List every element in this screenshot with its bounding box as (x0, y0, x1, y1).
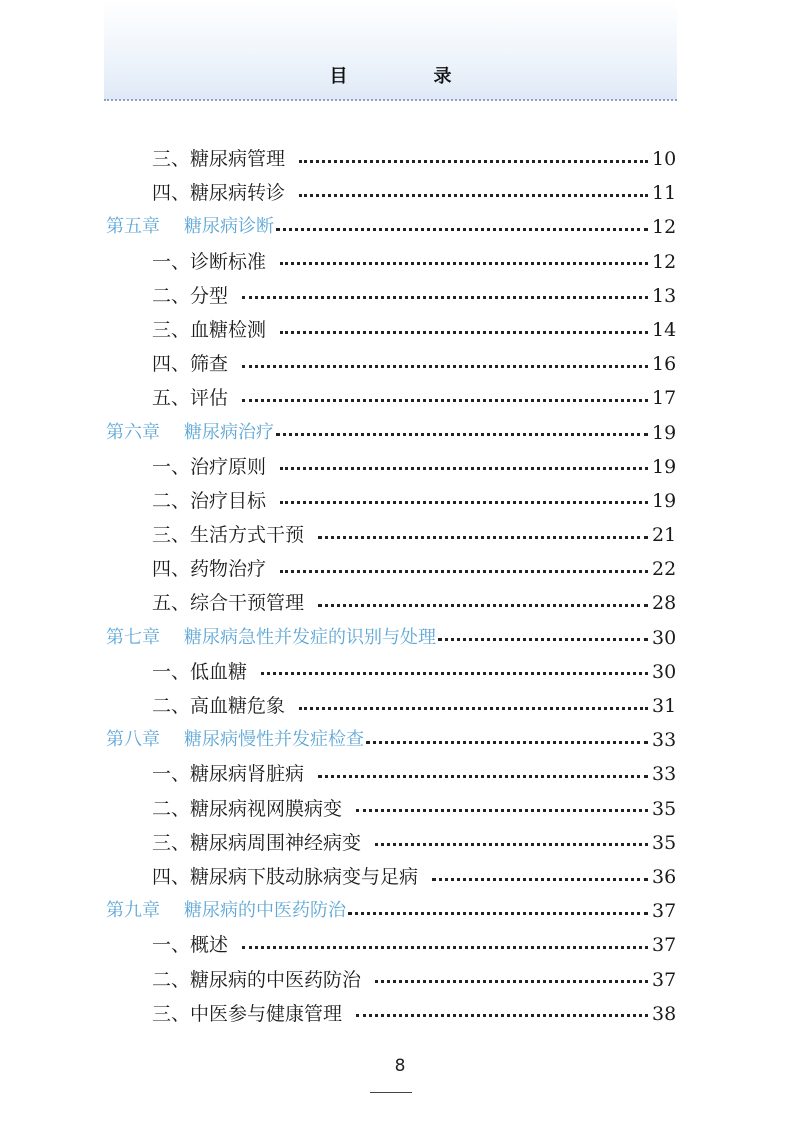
dot-leader (299, 160, 648, 163)
dot-leader (438, 638, 648, 641)
toc-page-number: 22 (652, 558, 677, 581)
toc-section-entry[interactable] (0, 655, 800, 689)
toc-page-number: 28 (652, 592, 677, 615)
toc-entry-label: 三、血糖检测 (152, 318, 267, 341)
toc-chapter-entry[interactable] (0, 210, 800, 244)
toc-entry-label: 一、糖尿病肾脏病 (152, 763, 305, 786)
toc-section-entry[interactable] (0, 176, 800, 210)
toc-section-entry[interactable] (0, 928, 800, 962)
toc-section-entry[interactable] (0, 484, 800, 518)
header-divider (104, 99, 677, 101)
dot-leader (348, 912, 648, 915)
toc-section-entry[interactable] (0, 313, 800, 347)
toc-entry-label: 一、诊断标准 (152, 250, 267, 273)
toc-page-number: 13 (652, 284, 677, 307)
dot-leader (318, 604, 648, 607)
toc-page-number: 37 (652, 968, 677, 991)
chapter-title: 糖尿病治疗 (184, 421, 274, 443)
toc-section-entry[interactable] (0, 963, 800, 997)
dot-leader (280, 570, 648, 573)
toc-entry-label: 三、中医参与健康管理 (152, 1002, 343, 1025)
toc-page-number: 12 (652, 216, 677, 239)
toc-entry-label (106, 894, 346, 928)
toc-page-number: 11 (652, 182, 677, 205)
toc-section-entry[interactable] (0, 997, 800, 1031)
toc-entry-label: 二、治疗目标 (152, 489, 267, 512)
dot-leader (280, 262, 648, 265)
toc-page-number: 14 (652, 318, 677, 341)
toc-entry-label: 四、糖尿病转诊 (152, 182, 286, 205)
toc-entry-label (106, 723, 364, 757)
toc-page-number: 31 (652, 695, 677, 717)
chapter-number: 第九章 (106, 900, 160, 922)
chapter-number: 第六章 (106, 421, 160, 443)
toc-chapter-entry[interactable] (0, 894, 800, 928)
chapter-number: 第八章 (106, 729, 160, 751)
page-number: 8 (394, 1056, 406, 1076)
toc-page-number: 19 (652, 455, 677, 478)
dot-leader (432, 878, 648, 881)
toc-entry-label: 四、筛查 (152, 353, 229, 376)
dot-leader (375, 980, 648, 983)
toc-page-number: 35 (652, 797, 677, 820)
toc-entry-label: 一、治疗原则 (152, 455, 267, 478)
chapter-title: 糖尿病急性并发症的识别与处理 (184, 626, 436, 648)
toc-section-entry[interactable] (0, 142, 800, 176)
toc-page-number: 19 (652, 489, 677, 512)
dot-leader (242, 365, 648, 368)
toc-entry-label: 一、低血糖 (152, 660, 248, 683)
dot-leader (242, 296, 648, 299)
chapter-number: 第五章 (106, 216, 160, 238)
dot-leader (356, 1014, 648, 1017)
dot-leader (318, 775, 648, 778)
dot-leader (280, 467, 648, 470)
toc-page-number: 16 (652, 353, 677, 376)
page-number-rule (370, 1092, 412, 1093)
toc-entry-label: 一、概述 (152, 934, 229, 957)
toc-entry-label: 四、药物治疗 (152, 558, 267, 581)
toc-section-entry[interactable] (0, 552, 800, 586)
dot-leader (280, 331, 648, 334)
toc-entry-label: 二、糖尿病的中医药防治 (152, 968, 362, 991)
toc-entry-label: 二、高血糖危象 (152, 695, 286, 717)
dot-leader (261, 672, 648, 675)
dot-leader (276, 228, 648, 231)
dot-leader (375, 843, 648, 846)
toc-page-number: 33 (652, 729, 677, 752)
toc-page-number: 33 (652, 763, 677, 786)
toc-chapter-entry[interactable] (0, 621, 800, 655)
toc-page-number: 30 (652, 626, 677, 649)
toc-section-entry[interactable] (0, 860, 800, 894)
toc-entry-label: 五、评估 (152, 387, 229, 410)
toc-section-entry[interactable] (0, 347, 800, 381)
toc-section-entry[interactable] (0, 518, 800, 552)
toc-page-number: 21 (652, 524, 677, 547)
chapter-number: 第七章 (106, 626, 160, 648)
dot-leader (299, 194, 648, 197)
toc-page-number: 10 (652, 148, 677, 170)
toc-page-number: 37 (652, 900, 677, 923)
chapter-title: 糖尿病诊断 (184, 216, 274, 238)
toc-section-entry[interactable] (0, 792, 800, 826)
toc-chapter-entry[interactable] (0, 723, 800, 757)
toc-section-entry[interactable] (0, 689, 800, 723)
toc-section-entry[interactable] (0, 279, 800, 313)
chapter-title: 糖尿病慢性并发症检查 (184, 729, 364, 751)
toc-section-entry[interactable] (0, 826, 800, 860)
dot-leader (366, 741, 648, 744)
toc-entry-label: 三、糖尿病周围神经病变 (152, 831, 362, 854)
toc-entry-label: 五、综合干预管理 (152, 592, 305, 615)
dot-leader (318, 536, 648, 539)
chapter-title: 糖尿病的中医药防治 (184, 900, 346, 922)
toc-page-number: 36 (652, 865, 677, 888)
dot-leader (276, 433, 648, 436)
toc-section-entry[interactable] (0, 245, 800, 279)
toc-entry-label (106, 621, 436, 655)
dot-leader (242, 399, 648, 402)
toc-entry-label: 二、分型 (152, 284, 229, 307)
dot-leader (356, 809, 648, 812)
dot-leader (299, 707, 648, 710)
toc-entry-label: 三、生活方式干预 (152, 524, 305, 547)
dot-leader (242, 946, 648, 949)
toc-section-entry[interactable] (0, 381, 800, 415)
table-of-contents (0, 142, 800, 1031)
toc-section-entry[interactable] (0, 586, 800, 620)
toc-page-number: 38 (652, 1002, 677, 1025)
page-title: 目 录 (329, 66, 486, 87)
toc-section-entry[interactable] (0, 450, 800, 484)
toc-page-number: 12 (652, 250, 677, 273)
toc-entry-label (106, 416, 274, 450)
toc-entry-label (106, 210, 274, 244)
toc-page-number: 37 (652, 934, 677, 957)
dot-leader (280, 501, 648, 504)
toc-chapter-entry[interactable] (0, 416, 800, 450)
toc-section-entry[interactable] (0, 757, 800, 791)
toc-entry-label: 二、糖尿病视网膜病变 (152, 797, 343, 820)
toc-page-number: 30 (652, 660, 677, 683)
toc-entry-label: 三、糖尿病管理 (152, 148, 286, 170)
toc-entry-label: 四、糖尿病下肢动脉病变与足病 (152, 865, 419, 888)
toc-page-number: 19 (652, 421, 677, 444)
toc-page-number: 35 (652, 831, 677, 854)
toc-page-number: 17 (652, 387, 677, 410)
